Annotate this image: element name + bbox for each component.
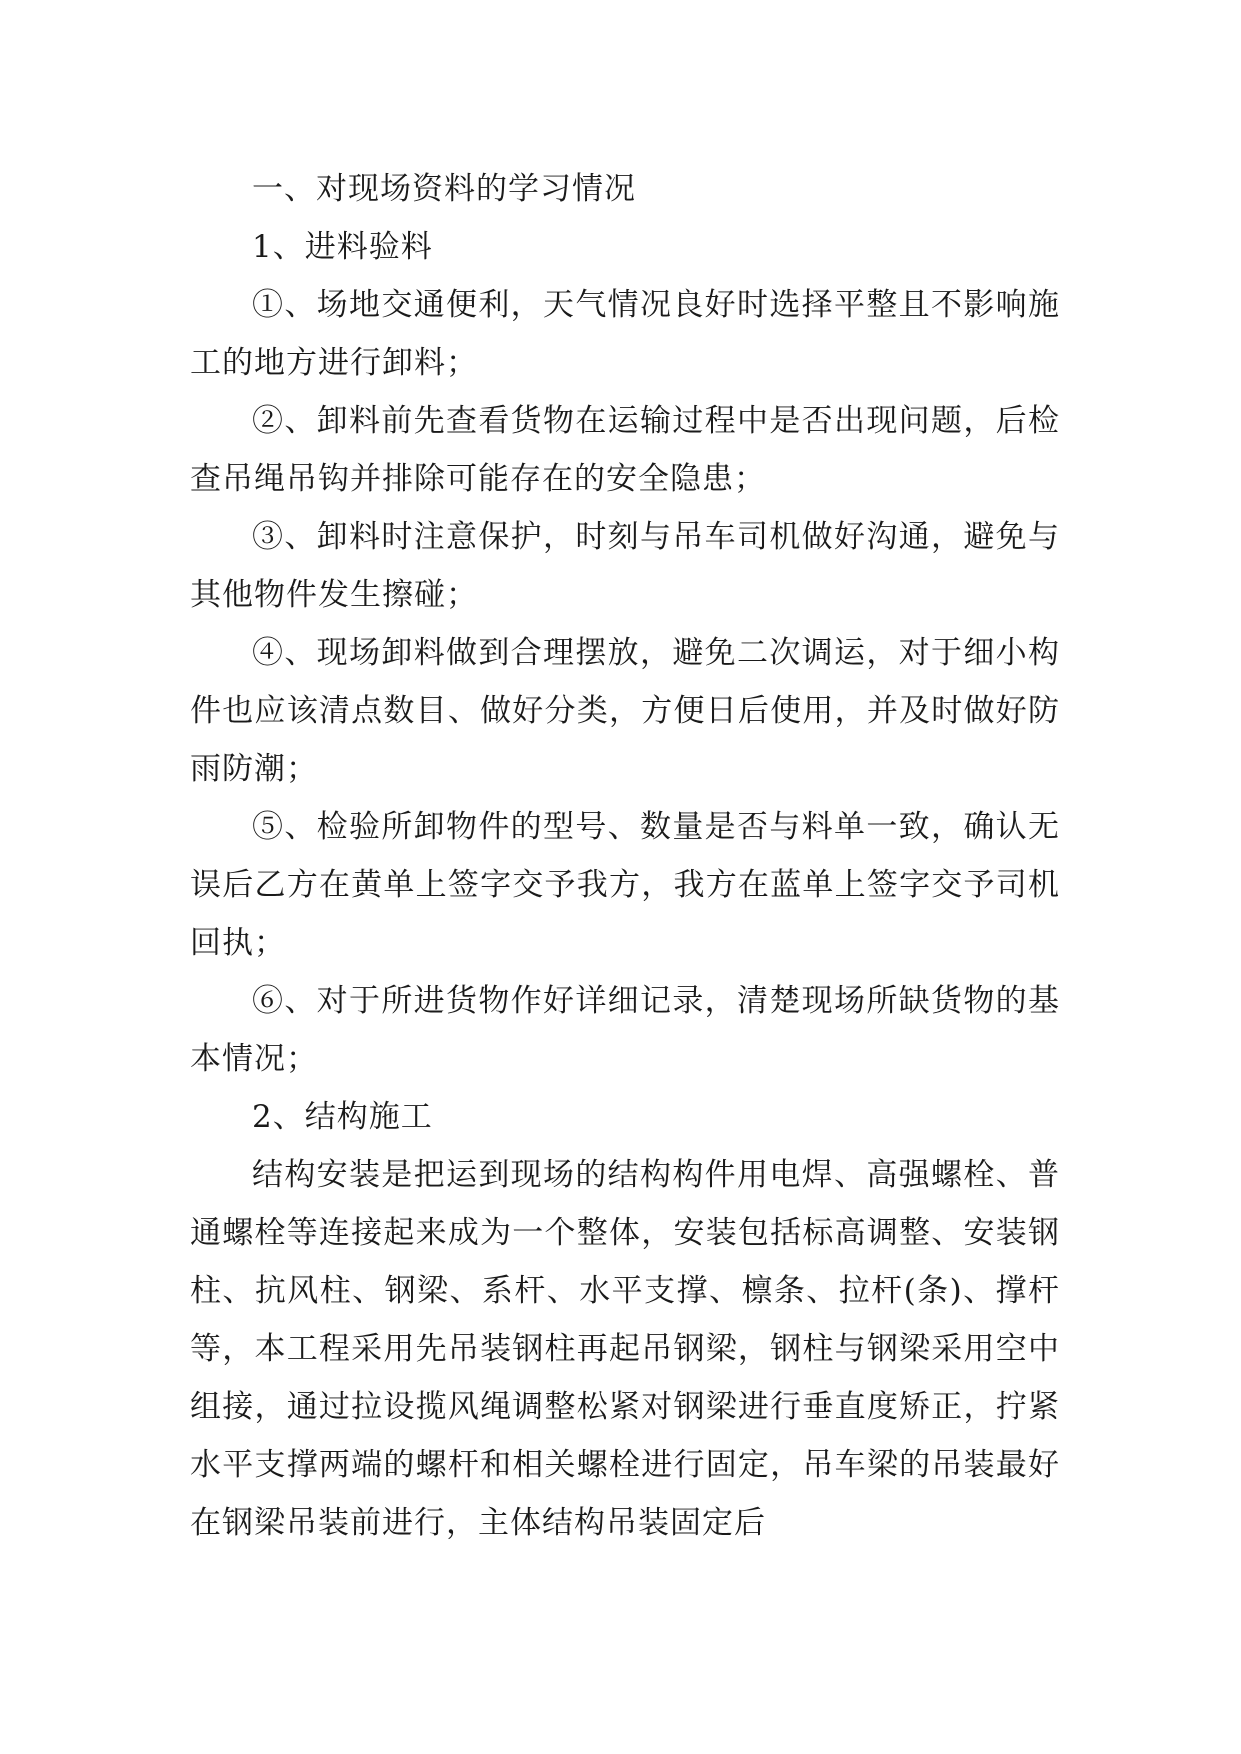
list-item-4: ④、现场卸料做到合理摆放，避免二次调运，对于细小构件也应该清点数目、做好分类，方便日后使用，并及时做好防雨防潮； xyxy=(190,635,1060,787)
body-paragraph-structure-installation: 结构安装是把运到现场的结构构件用电焊、高强螺栓、普通螺栓等连接起来成为一个整体，安装包括标高调整、安装钢柱、抗风柱、钢梁、系杆、水平支撑、檩条、拉杆(条)、撑杆等，本工程采用先吊装钢柱再起吊钢梁，钢柱与钢梁采用空中组接，通过拉设揽风绳调整松紧对钢梁进行垂直度矫正，拧紧水平支撑两端的螺杆和相关螺栓进行固定，吊车梁的吊装最好在钢梁吊装前进行，主体结构吊装固定后 xyxy=(190,1157,1060,1541)
document-body xyxy=(190,160,1060,1552)
list-item-1: ①、场地交通便利，天气情况良好时选择平整且不影响施工的地方进行卸料； xyxy=(190,287,1060,381)
subsection-heading-structure-construction: 2、结构施工 xyxy=(252,1099,433,1135)
list-item-6: ⑥、对于所进货物作好详细记录，清楚现场所缺货物的基本情况； xyxy=(190,983,1060,1077)
list-item-5: ⑤、检验所卸物件的型号、数量是否与料单一致，确认无误后乙方在黄单上签字交予我方，我方在蓝单上签字交予司机回执； xyxy=(190,809,1060,961)
subsection-heading-material-inspection: 1、进料验料 xyxy=(252,229,433,265)
section-heading-1: 一、对现场资料的学习情况 xyxy=(252,171,636,207)
list-item-2: ②、卸料前先查看货物在运输过程中是否出现问题，后检查吊绳吊钩并排除可能存在的安全隐患； xyxy=(190,403,1060,497)
list-item-3: ③、卸料时注意保护，时刻与吊车司机做好沟通，避免与其他物件发生擦碰； xyxy=(190,519,1060,613)
